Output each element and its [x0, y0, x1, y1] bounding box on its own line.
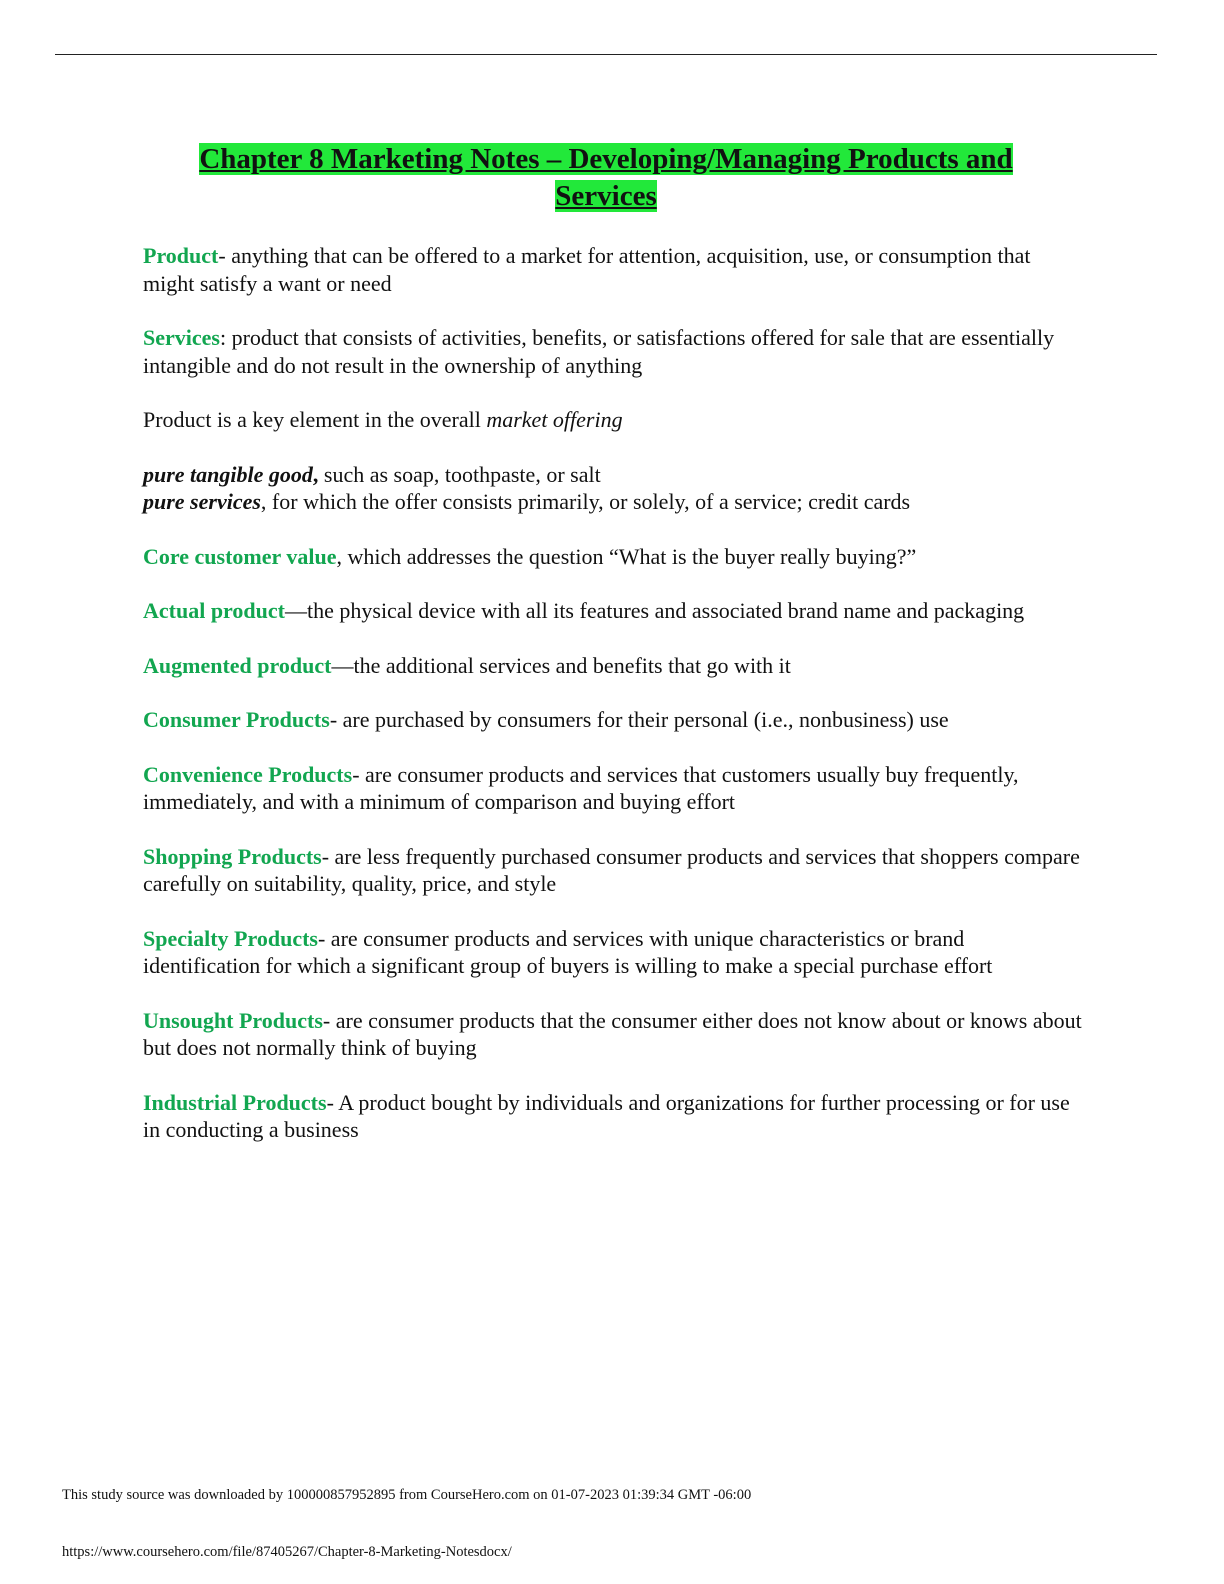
entry-tangible-and-services	[143, 461, 1083, 516]
definition-text: - are consumer products and services with unique characteristics or brand identification for which a significant group of buyers is willing to make a special purchase effort	[143, 925, 993, 978]
term-label: pure services	[143, 489, 261, 514]
definition-text: —the additional services and benefits that go with it	[331, 652, 791, 678]
entry-shopping-products	[143, 843, 1083, 898]
term-label: Core customer value	[143, 543, 337, 569]
entry-augmented-product	[143, 652, 1083, 680]
definition-text: - A product bought by individuals and organizations for further processing or for use in conducting a business	[143, 1089, 1070, 1142]
definition-text: —the physical device with all its features and associated brand name and packaging	[285, 598, 1025, 623]
term-label: Convenience Products	[143, 761, 353, 787]
entry-industrial-products	[143, 1089, 1083, 1144]
definition-text: - are consumer products and services that customers usually buy frequently, immediately, and with a minimum of comparison and buying effort	[143, 761, 1019, 814]
title-line-1: Chapter 8 Marketing Notes – Developing/Managing Products and	[199, 143, 1013, 175]
emphasis-text: market offering	[486, 407, 623, 432]
entry-unsought-products	[143, 1007, 1083, 1062]
definition-text: , for which the offer consists primarily, or solely, of a service; credit cards	[260, 489, 911, 514]
title-line-2: Services	[555, 180, 657, 212]
term-label: Specialty Products	[143, 925, 318, 951]
footer-url[interactable]: https://www.coursehero.com/file/87405267/Chapter-8-Marketing-Notesdocx/	[62, 1544, 512, 1560]
definition-text: : product that consists of activities, benefits, or satisfactions offered for sale that are essentially intangible and do not result in the ownership of anything	[143, 325, 1055, 378]
header-rule	[55, 54, 1157, 55]
entry-core-customer-value	[143, 543, 1083, 571]
term-label: Shopping Products	[143, 843, 322, 869]
entry-consumer-products	[143, 706, 1083, 734]
term-label: Services	[143, 325, 220, 350]
definition-text: - are purchased by consumers for their personal (i.e., nonbusiness) use	[329, 707, 949, 732]
entry-product	[143, 242, 1083, 297]
notes-body	[143, 242, 1083, 1171]
term-comma: ,	[312, 461, 319, 487]
term-label: pure tangible good	[143, 461, 313, 487]
term-label: Augmented product	[143, 652, 332, 678]
entry-convenience-products	[143, 761, 1083, 816]
definition-text: Product is a key element in the overall	[143, 407, 487, 432]
term-label: Product	[143, 243, 219, 268]
definition-text: - anything that can be offered to a market for attention, acquisition, use, or consumption that might satisfy a want or need	[143, 243, 1031, 296]
footer-source-note: This study source was downloaded by 100000857952895 from CourseHero.com on 01-07-2023 01:39:34 GMT -06:00	[62, 1487, 752, 1503]
term-label: Actual product	[143, 598, 285, 623]
term-label: Unsought Products	[143, 1007, 323, 1033]
page-title	[143, 141, 1069, 215]
definition-text: - are less frequently purchased consumer products and services that shoppers compare carefully on suitability, quality, price, and style	[143, 843, 1080, 896]
term-label: Industrial Products	[143, 1089, 327, 1115]
term-label: Consumer Products	[143, 707, 330, 732]
definition-text: such as soap, toothpaste, or salt	[318, 461, 601, 487]
definition-text: - are consumer products that the consumer either does not know about or knows about but does not normally think of buying	[143, 1007, 1082, 1060]
entry-market-offering	[143, 406, 1083, 434]
entry-specialty-products	[143, 925, 1083, 980]
entry-services	[143, 324, 1083, 379]
definition-text: , which addresses the question “What is the buyer really buying?”	[336, 543, 917, 569]
entry-actual-product	[143, 597, 1083, 625]
